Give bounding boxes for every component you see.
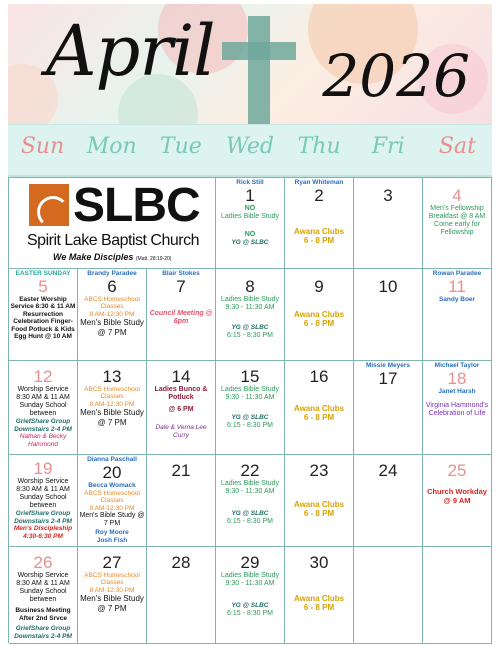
weekday-header — [8, 124, 492, 177]
event: ABCS Homeschool Classes — [84, 490, 140, 505]
birthday-name: Becca Womack — [88, 482, 136, 489]
event: Ladies Bible Study — [221, 296, 279, 303]
event: @ 6 PM — [168, 406, 194, 414]
cross-icon — [248, 16, 270, 124]
day-number: 7 — [176, 277, 186, 296]
day-number: 5 — [38, 277, 48, 296]
event: Ladies Bible Study — [221, 386, 279, 393]
year-title: 2026 — [322, 42, 470, 110]
day-cell[interactable] — [285, 269, 354, 361]
event: Awana Clubs — [293, 594, 345, 603]
day-number: 4 — [452, 186, 462, 205]
day-number: 24 — [378, 461, 398, 480]
day-cell[interactable] — [285, 361, 354, 455]
day-number: 20 — [102, 463, 122, 482]
month-title: April — [46, 10, 215, 92]
day-cell[interactable] — [216, 455, 285, 547]
day-number: 8 — [245, 277, 255, 296]
calendar-grid — [8, 177, 492, 643]
day-cell[interactable] — [423, 455, 492, 547]
day-number: 9 — [314, 277, 324, 296]
event: Ladies Bible Study — [221, 213, 279, 221]
day-cell[interactable] — [9, 547, 78, 644]
event: 6 - 8 PM — [303, 319, 335, 329]
day-number: 2 — [314, 186, 324, 205]
birthday-name: Rick Still — [236, 179, 264, 186]
event: 8 AM-12:30 PM — [89, 586, 135, 594]
day-cell[interactable] — [354, 361, 423, 455]
church-name: Spirit Lake Baptist Church — [27, 232, 199, 249]
weekday-label: Fri — [371, 134, 405, 159]
day-number: 14 — [171, 367, 191, 386]
event: Business Meeting After 2nd Srvce — [15, 607, 71, 622]
event: Downstairs 2-4 PM — [14, 425, 72, 433]
church-motto — [53, 252, 171, 262]
event: Easter Worship Service 8:30 & 11 AM — [10, 296, 76, 311]
day-cell[interactable] — [78, 361, 147, 455]
day-number: 29 — [240, 553, 260, 572]
event: Awana Clubs — [293, 227, 345, 236]
event: 8 AM-12:30 PM — [89, 400, 135, 408]
event: ABCS Homeschool Classes — [84, 572, 140, 587]
day-number: 27 — [102, 553, 122, 572]
event: Downstairs 2-4 PM — [14, 517, 72, 525]
event: 6:15 - 8:30 PM — [227, 421, 273, 429]
birthday-name: Michael Taylor — [434, 362, 480, 369]
birthday-name: Missie Meyers — [365, 362, 411, 369]
birthday-name: Rowan Paradee — [432, 270, 482, 277]
event: Nathan & Becky Hammond — [19, 433, 67, 448]
event: Men's Bible Study @ 7 PM — [80, 318, 144, 337]
day-cell[interactable] — [285, 455, 354, 547]
event: Worship Service 8:30 AM & 11 AM — [16, 572, 70, 588]
event: YG @ SLBC — [231, 510, 269, 518]
event: GriefShare Group — [15, 625, 71, 633]
day-number: 18 — [447, 369, 467, 388]
day-number: 26 — [33, 553, 53, 572]
day-number: 19 — [33, 459, 53, 478]
day-number: 21 — [171, 461, 191, 480]
motto-text: We Make Disciples — [53, 252, 134, 262]
day-number: 1 — [245, 186, 255, 205]
day-number: 22 — [240, 461, 260, 480]
weekday-label: Wed — [226, 134, 274, 159]
birthday-name: Roy Moore — [95, 528, 129, 536]
event: 6:15 - 8:30 PM — [227, 517, 273, 525]
event: GriefShare Group — [15, 510, 71, 518]
day-cell[interactable] — [216, 547, 285, 644]
day-number: 30 — [309, 553, 329, 572]
event: Awana Clubs — [293, 404, 345, 413]
birthday-name: Brandy Paradee — [87, 270, 137, 277]
weekday-label: Sat — [438, 134, 476, 159]
event: Sunday School between — [19, 494, 67, 510]
event: 9:30 - 11:30 AM — [225, 488, 275, 496]
day-cell[interactable] — [216, 178, 285, 269]
weekday-label: Sun — [20, 134, 65, 159]
day-cell[interactable] — [9, 269, 78, 361]
day-number: 6 — [107, 277, 117, 296]
event: YG @ SLBC — [231, 324, 269, 332]
event: Dale & Verna Lee Curry — [155, 424, 207, 439]
day-number: 11 — [448, 277, 466, 296]
day-number: 28 — [171, 553, 191, 572]
day-number: 15 — [240, 367, 260, 386]
empty-cell — [423, 547, 492, 644]
birthday-name: Blair Stokes — [162, 270, 200, 277]
day-cell[interactable] — [78, 547, 147, 644]
day-number: 17 — [378, 369, 398, 388]
event: NO — [244, 231, 256, 239]
event: Resurrection Celebration Finger-Food Potluck & Kids Egg Hunt @ 10 AM — [11, 310, 75, 341]
weekday-label: Tue — [159, 134, 202, 159]
day-number: 16 — [309, 367, 329, 386]
event: Come early for Fellowship — [434, 221, 480, 237]
cross-icon-bar — [222, 42, 296, 60]
day-cell[interactable] — [354, 178, 423, 269]
event: Awana Clubs — [293, 500, 345, 509]
event: 9:30 - 11:30 AM — [225, 580, 275, 588]
event: Virginia Hammond's Celebration of Life — [425, 402, 489, 418]
event: 9:30 - 11:30 AM — [225, 394, 275, 402]
event: Ladies Bible Study — [221, 572, 279, 579]
day-cell[interactable] — [147, 269, 216, 361]
day-number: 3 — [383, 186, 393, 205]
event: Men's Bible Study @ 7 PM — [79, 512, 145, 528]
event: 6 - 8 PM — [303, 236, 335, 246]
day-cell[interactable] — [216, 361, 285, 455]
day-cell[interactable] — [147, 361, 216, 455]
event: 8 AM-12:30 PM — [89, 310, 135, 318]
event: Council Meeting @ 6pm — [149, 310, 213, 326]
event: Downstairs 2-4 PM — [14, 632, 72, 640]
day-cell[interactable] — [9, 455, 78, 547]
event: Men's Bible Study @ 7 PM — [80, 594, 144, 613]
day-cell[interactable] — [147, 455, 216, 547]
day-cell[interactable] — [423, 361, 492, 455]
day-number: 10 — [378, 277, 398, 296]
day-cell[interactable] — [147, 547, 216, 644]
event: 6:15 - 8:30 PM — [227, 331, 273, 339]
event: 6:15 - 8:30 PM — [227, 609, 273, 617]
event: NO — [244, 205, 256, 212]
motto-reference: (Matt. 28:19-20) — [135, 256, 172, 262]
day-cell[interactable] — [78, 455, 147, 547]
event: 8 AM-12:30 PM — [89, 504, 135, 512]
birthday-name: Ryan Whiteman — [294, 179, 344, 186]
day-number: 23 — [309, 461, 329, 480]
day-cell[interactable] — [423, 178, 492, 269]
event: ABCS Homeschool Classes — [84, 386, 140, 401]
holiday-label: EASTER SUNDAY — [15, 270, 71, 277]
weekday-label: Thu — [297, 134, 341, 159]
event: @ 9 AM — [443, 495, 471, 505]
event: Church Workday — [427, 487, 487, 496]
day-cell[interactable] — [78, 269, 147, 361]
day-cell[interactable] — [423, 269, 492, 361]
event: 6 - 8 PM — [303, 603, 335, 613]
header-banner — [8, 4, 492, 124]
day-cell[interactable] — [354, 269, 423, 361]
event: 6 - 8 PM — [303, 413, 335, 423]
event: Men's Bible Study @ 7 PM — [80, 408, 144, 427]
church-logo — [9, 178, 216, 269]
event: Men's Fellowship Breakfast @ 8 AM — [428, 205, 486, 221]
birthday-name: Dianna Paschall — [87, 456, 137, 463]
day-cell[interactable] — [216, 269, 285, 361]
weekday-label: Mon — [86, 134, 137, 159]
day-number: 25 — [447, 461, 467, 480]
event: Sunday School between — [19, 588, 67, 604]
logo-abbreviation: SLBC — [73, 179, 200, 232]
event: 9:30 - 11:30 AM — [225, 304, 275, 312]
event: YG @ SLBC — [231, 602, 269, 610]
event: Sunday School between — [19, 402, 67, 418]
event: Worship Service 8:30 AM & 11 AM — [16, 386, 70, 402]
event: 6 - 8 PM — [303, 509, 335, 519]
day-number: 13 — [102, 367, 122, 386]
birthday-name: Josh Fish — [96, 536, 128, 544]
day-cell[interactable] — [354, 455, 423, 547]
event: YG @ SLBC — [231, 414, 269, 422]
empty-cell — [354, 547, 423, 644]
event: YG @ SLBC — [231, 239, 269, 247]
day-number: 12 — [33, 367, 53, 386]
day-cell[interactable] — [285, 178, 354, 269]
birthday-name: Sandy Boer — [438, 296, 476, 303]
day-cell[interactable] — [285, 547, 354, 644]
day-cell[interactable] — [9, 361, 78, 455]
event: Ladies Bunco & Potluck — [154, 386, 208, 402]
event: GriefShare Group — [15, 418, 71, 426]
event: Ladies Bible Study — [221, 480, 279, 487]
birthday-name: Janet Harsh — [438, 388, 476, 395]
event: Men's Discipleship 4:30-6:30 PM — [13, 525, 73, 540]
event: Awana Clubs — [293, 310, 345, 319]
event: Worship Service 8:30 AM & 11 AM — [16, 478, 70, 494]
event: ABCS Homeschool Classes — [84, 296, 140, 311]
church-logo-icon — [29, 184, 69, 226]
